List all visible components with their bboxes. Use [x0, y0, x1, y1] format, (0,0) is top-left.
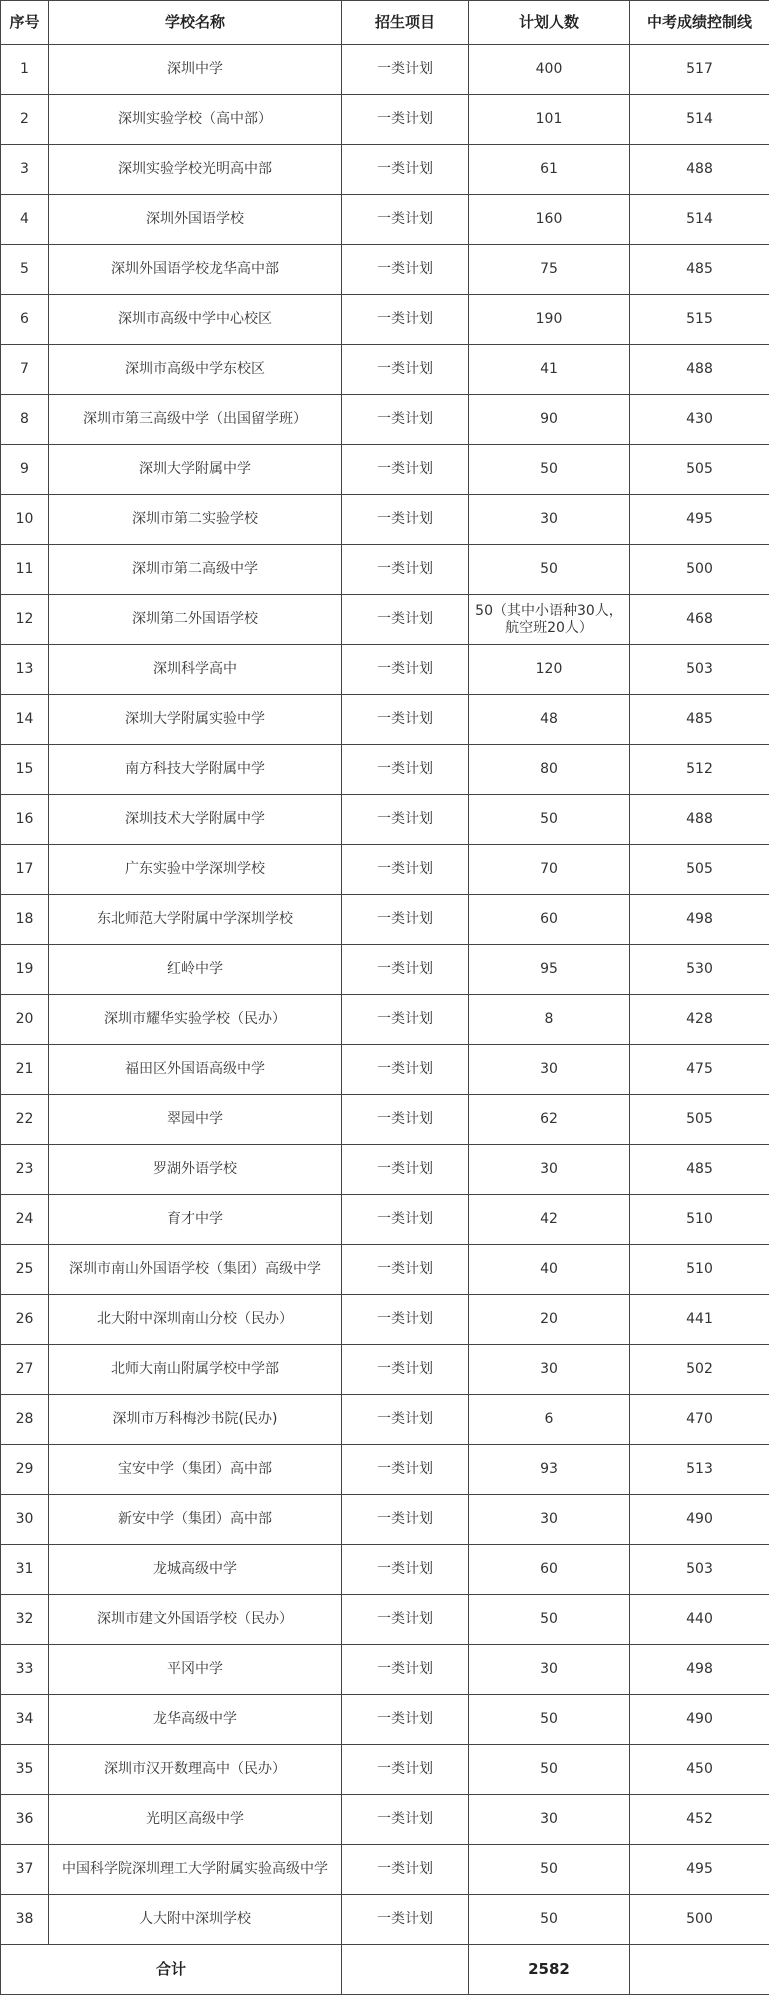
cell-score: 440	[630, 1595, 769, 1645]
table-row	[1, 895, 769, 945]
table-row	[1, 1245, 769, 1295]
cell-no: 35	[1, 1745, 49, 1795]
cell-no: 8	[1, 395, 49, 445]
cell-school: 深圳大学附属中学	[49, 445, 342, 495]
cell-project: 一类计划	[342, 1045, 469, 1095]
table-row	[1, 295, 769, 345]
table-row	[1, 1795, 769, 1845]
cell-no: 5	[1, 245, 49, 295]
cell-project: 一类计划	[342, 295, 469, 345]
cell-plan: 120	[469, 645, 630, 695]
cell-plan: 101	[469, 95, 630, 145]
cell-score: 488	[630, 345, 769, 395]
table-row	[1, 1295, 769, 1345]
cell-score: 500	[630, 1895, 769, 1945]
table-row	[1, 395, 769, 445]
cell-no: 9	[1, 445, 49, 495]
cell-project: 一类计划	[342, 1295, 469, 1345]
cell-no: 24	[1, 1195, 49, 1245]
cell-school: 深圳外国语学校	[49, 195, 342, 245]
table-row	[1, 545, 769, 595]
cell-score: 488	[630, 795, 769, 845]
cell-plan: 48	[469, 695, 630, 745]
table-row	[1, 1095, 769, 1145]
cell-school: 平冈中学	[49, 1645, 342, 1695]
cell-school: 翠园中学	[49, 1095, 342, 1145]
cell-school: 深圳市第二高级中学	[49, 545, 342, 595]
cell-plan: 61	[469, 145, 630, 195]
cell-score: 450	[630, 1745, 769, 1795]
table-row	[1, 1345, 769, 1395]
cell-no: 25	[1, 1245, 49, 1295]
cell-school: 广东实验中学深圳学校	[49, 845, 342, 895]
cell-school: 深圳市万科梅沙书院(民办)	[49, 1395, 342, 1445]
cell-score: 490	[630, 1695, 769, 1745]
table-row	[1, 1595, 769, 1645]
cell-no: 3	[1, 145, 49, 195]
total-label: 合计	[1, 1945, 342, 1995]
cell-score: 485	[630, 245, 769, 295]
cell-score: 485	[630, 695, 769, 745]
cell-project: 一类计划	[342, 1245, 469, 1295]
cell-project: 一类计划	[342, 1845, 469, 1895]
cell-school: 新安中学（集团）高中部	[49, 1495, 342, 1545]
cell-no: 37	[1, 1845, 49, 1895]
cell-plan: 42	[469, 1195, 630, 1245]
cell-school: 东北师范大学附属中学深圳学校	[49, 895, 342, 945]
cell-project: 一类计划	[342, 1645, 469, 1695]
cell-no: 34	[1, 1695, 49, 1745]
cell-score: 502	[630, 1345, 769, 1395]
cell-no: 17	[1, 845, 49, 895]
cell-score: 475	[630, 1045, 769, 1095]
cell-school: 北师大南山附属学校中学部	[49, 1345, 342, 1395]
cell-score: 503	[630, 645, 769, 695]
cell-plan: 30	[469, 1145, 630, 1195]
cell-plan: 30	[469, 495, 630, 545]
cell-school: 光明区高级中学	[49, 1795, 342, 1845]
cell-school: 罗湖外语学校	[49, 1145, 342, 1195]
total-row	[1, 1945, 769, 1995]
cell-plan: 50	[469, 445, 630, 495]
cell-no: 27	[1, 1345, 49, 1395]
header-school: 学校名称	[49, 1, 342, 45]
cell-no: 22	[1, 1095, 49, 1145]
table-row	[1, 1195, 769, 1245]
cell-plan: 50（其中小语种30人，航空班20人）	[469, 595, 630, 645]
cell-project: 一类计划	[342, 1445, 469, 1495]
cell-project: 一类计划	[342, 1895, 469, 1945]
cell-school: 育才中学	[49, 1195, 342, 1245]
cell-plan: 190	[469, 295, 630, 345]
total-plan: 2582	[469, 1945, 630, 1995]
cell-score: 452	[630, 1795, 769, 1845]
cell-school: 深圳市汉开数理高中（民办）	[49, 1745, 342, 1795]
cell-plan: 60	[469, 895, 630, 945]
cell-project: 一类计划	[342, 995, 469, 1045]
cell-plan: 30	[469, 1495, 630, 1545]
cell-no: 31	[1, 1545, 49, 1595]
cell-score: 428	[630, 995, 769, 1045]
cell-project: 一类计划	[342, 245, 469, 295]
table-row	[1, 695, 769, 745]
cell-no: 36	[1, 1795, 49, 1845]
cell-no: 26	[1, 1295, 49, 1345]
cell-no: 19	[1, 945, 49, 995]
cell-school: 深圳市高级中学中心校区	[49, 295, 342, 345]
cell-no: 33	[1, 1645, 49, 1695]
header-plan: 计划人数	[469, 1, 630, 45]
cell-score: 510	[630, 1245, 769, 1295]
table-row	[1, 445, 769, 495]
cell-project: 一类计划	[342, 795, 469, 845]
cell-plan: 93	[469, 1445, 630, 1495]
cell-score: 441	[630, 1295, 769, 1345]
cell-school: 深圳科学高中	[49, 645, 342, 695]
table-row	[1, 95, 769, 145]
cell-school: 深圳实验学校光明高中部	[49, 145, 342, 195]
cell-school: 深圳技术大学附属中学	[49, 795, 342, 845]
cell-project: 一类计划	[342, 395, 469, 445]
table-row	[1, 795, 769, 845]
cell-score: 490	[630, 1495, 769, 1545]
cell-plan: 6	[469, 1395, 630, 1445]
cell-score: 430	[630, 395, 769, 445]
cell-project: 一类计划	[342, 1345, 469, 1395]
cell-plan: 90	[469, 395, 630, 445]
table-row	[1, 1495, 769, 1545]
cell-school: 南方科技大学附属中学	[49, 745, 342, 795]
header-row	[1, 1, 769, 45]
table-row	[1, 1145, 769, 1195]
cell-project: 一类计划	[342, 845, 469, 895]
cell-school: 深圳市第二实验学校	[49, 495, 342, 545]
cell-school: 深圳大学附属实验中学	[49, 695, 342, 745]
cell-plan: 41	[469, 345, 630, 395]
cell-project: 一类计划	[342, 1095, 469, 1145]
cell-project: 一类计划	[342, 645, 469, 695]
table-row	[1, 495, 769, 545]
cell-school: 深圳外国语学校龙华高中部	[49, 245, 342, 295]
cell-plan: 50	[469, 545, 630, 595]
cell-project: 一类计划	[342, 545, 469, 595]
table-row	[1, 1395, 769, 1445]
cell-no: 1	[1, 45, 49, 95]
cell-score: 512	[630, 745, 769, 795]
cell-no: 32	[1, 1595, 49, 1645]
cell-project: 一类计划	[342, 1745, 469, 1795]
table-row	[1, 145, 769, 195]
cell-score: 470	[630, 1395, 769, 1445]
cell-school: 深圳市建文外国语学校（民办）	[49, 1595, 342, 1645]
cell-project: 一类计划	[342, 895, 469, 945]
cell-plan: 160	[469, 195, 630, 245]
cell-school: 深圳中学	[49, 45, 342, 95]
table-row	[1, 45, 769, 95]
cell-project: 一类计划	[342, 1195, 469, 1245]
cell-school: 深圳市耀华实验学校（民办）	[49, 995, 342, 1045]
header-no: 序号	[1, 1, 49, 45]
cell-score: 498	[630, 1645, 769, 1695]
table-row	[1, 1845, 769, 1895]
cell-score: 495	[630, 495, 769, 545]
table-row	[1, 1745, 769, 1795]
cell-score: 505	[630, 1095, 769, 1145]
cell-plan: 62	[469, 1095, 630, 1145]
cell-no: 18	[1, 895, 49, 945]
cell-school: 福田区外国语高级中学	[49, 1045, 342, 1095]
cell-plan: 20	[469, 1295, 630, 1345]
cell-score: 498	[630, 895, 769, 945]
cell-no: 12	[1, 595, 49, 645]
cell-no: 7	[1, 345, 49, 395]
table-row	[1, 1045, 769, 1095]
cell-score: 495	[630, 1845, 769, 1895]
cell-project: 一类计划	[342, 95, 469, 145]
cell-project: 一类计划	[342, 745, 469, 795]
cell-plan: 30	[469, 1795, 630, 1845]
cell-no: 4	[1, 195, 49, 245]
header-score: 中考成绩控制线	[630, 1, 769, 45]
cell-no: 16	[1, 795, 49, 845]
cell-no: 14	[1, 695, 49, 745]
table-header	[1, 1, 769, 45]
table-row	[1, 1545, 769, 1595]
cell-score: 530	[630, 945, 769, 995]
cell-project: 一类计划	[342, 345, 469, 395]
cell-school: 北大附中深圳南山分校（民办）	[49, 1295, 342, 1345]
cell-score: 485	[630, 1145, 769, 1195]
cell-no: 38	[1, 1895, 49, 1945]
cell-project: 一类计划	[342, 595, 469, 645]
cell-score: 514	[630, 195, 769, 245]
header-project: 招生项目	[342, 1, 469, 45]
cell-score: 514	[630, 95, 769, 145]
cell-plan: 75	[469, 245, 630, 295]
cell-project: 一类计划	[342, 1145, 469, 1195]
cell-school: 宝安中学（集团）高中部	[49, 1445, 342, 1495]
cell-no: 21	[1, 1045, 49, 1095]
cell-project: 一类计划	[342, 45, 469, 95]
cell-no: 15	[1, 745, 49, 795]
cell-score: 488	[630, 145, 769, 195]
table-row	[1, 745, 769, 795]
cell-school: 深圳第二外国语学校	[49, 595, 342, 645]
cell-plan: 70	[469, 845, 630, 895]
cell-school: 中国科学院深圳理工大学附属实验高级中学	[49, 1845, 342, 1895]
cell-plan: 50	[469, 1595, 630, 1645]
cell-project: 一类计划	[342, 695, 469, 745]
total-score	[630, 1945, 769, 1995]
table-row	[1, 1695, 769, 1745]
table-footer	[1, 1945, 769, 1995]
cell-plan: 30	[469, 1645, 630, 1695]
cell-plan: 95	[469, 945, 630, 995]
cell-no: 23	[1, 1145, 49, 1195]
cell-plan: 30	[469, 1345, 630, 1395]
table-row	[1, 1445, 769, 1495]
cell-school: 深圳实验学校（高中部）	[49, 95, 342, 145]
cell-plan: 50	[469, 1745, 630, 1795]
cell-school: 深圳市高级中学东校区	[49, 345, 342, 395]
cell-no: 20	[1, 995, 49, 1045]
cell-no: 6	[1, 295, 49, 345]
table-body	[1, 45, 769, 1945]
cell-project: 一类计划	[342, 1595, 469, 1645]
cell-score: 505	[630, 845, 769, 895]
cell-school: 人大附中深圳学校	[49, 1895, 342, 1945]
cell-no: 29	[1, 1445, 49, 1495]
cell-score: 505	[630, 445, 769, 495]
cell-score: 500	[630, 545, 769, 595]
cell-plan: 40	[469, 1245, 630, 1295]
cell-score: 468	[630, 595, 769, 645]
table-row	[1, 845, 769, 895]
cell-plan: 80	[469, 745, 630, 795]
cell-score: 517	[630, 45, 769, 95]
cell-plan: 30	[469, 1045, 630, 1095]
cell-project: 一类计划	[342, 1695, 469, 1745]
cell-school: 深圳市南山外国语学校（集团）高级中学	[49, 1245, 342, 1295]
cell-no: 30	[1, 1495, 49, 1545]
cell-no: 10	[1, 495, 49, 545]
cell-school: 龙城高级中学	[49, 1545, 342, 1595]
cell-score: 515	[630, 295, 769, 345]
cell-plan: 8	[469, 995, 630, 1045]
cell-plan: 50	[469, 1695, 630, 1745]
cell-plan: 60	[469, 1545, 630, 1595]
cell-no: 28	[1, 1395, 49, 1445]
cell-project: 一类计划	[342, 1545, 469, 1595]
cell-no: 11	[1, 545, 49, 595]
table-row	[1, 1895, 769, 1945]
cell-school: 深圳市第三高级中学（出国留学班）	[49, 395, 342, 445]
cell-project: 一类计划	[342, 195, 469, 245]
table-row	[1, 595, 769, 645]
total-project	[342, 1945, 469, 1995]
cell-project: 一类计划	[342, 1495, 469, 1545]
cell-plan: 50	[469, 795, 630, 845]
cell-project: 一类计划	[342, 495, 469, 545]
cell-project: 一类计划	[342, 945, 469, 995]
cell-no: 13	[1, 645, 49, 695]
cell-school: 红岭中学	[49, 945, 342, 995]
cell-score: 503	[630, 1545, 769, 1595]
table-row	[1, 195, 769, 245]
cell-plan: 50	[469, 1845, 630, 1895]
table-row	[1, 945, 769, 995]
table-row	[1, 245, 769, 295]
cell-no: 2	[1, 95, 49, 145]
table-row	[1, 1645, 769, 1695]
cell-plan: 400	[469, 45, 630, 95]
cell-project: 一类计划	[342, 1395, 469, 1445]
table-row	[1, 345, 769, 395]
cell-school: 龙华高级中学	[49, 1695, 342, 1745]
cell-project: 一类计划	[342, 445, 469, 495]
cell-score: 510	[630, 1195, 769, 1245]
cell-score: 513	[630, 1445, 769, 1495]
cell-plan: 50	[469, 1895, 630, 1945]
cell-project: 一类计划	[342, 145, 469, 195]
cell-project: 一类计划	[342, 1795, 469, 1845]
table-row	[1, 995, 769, 1045]
table-row	[1, 645, 769, 695]
